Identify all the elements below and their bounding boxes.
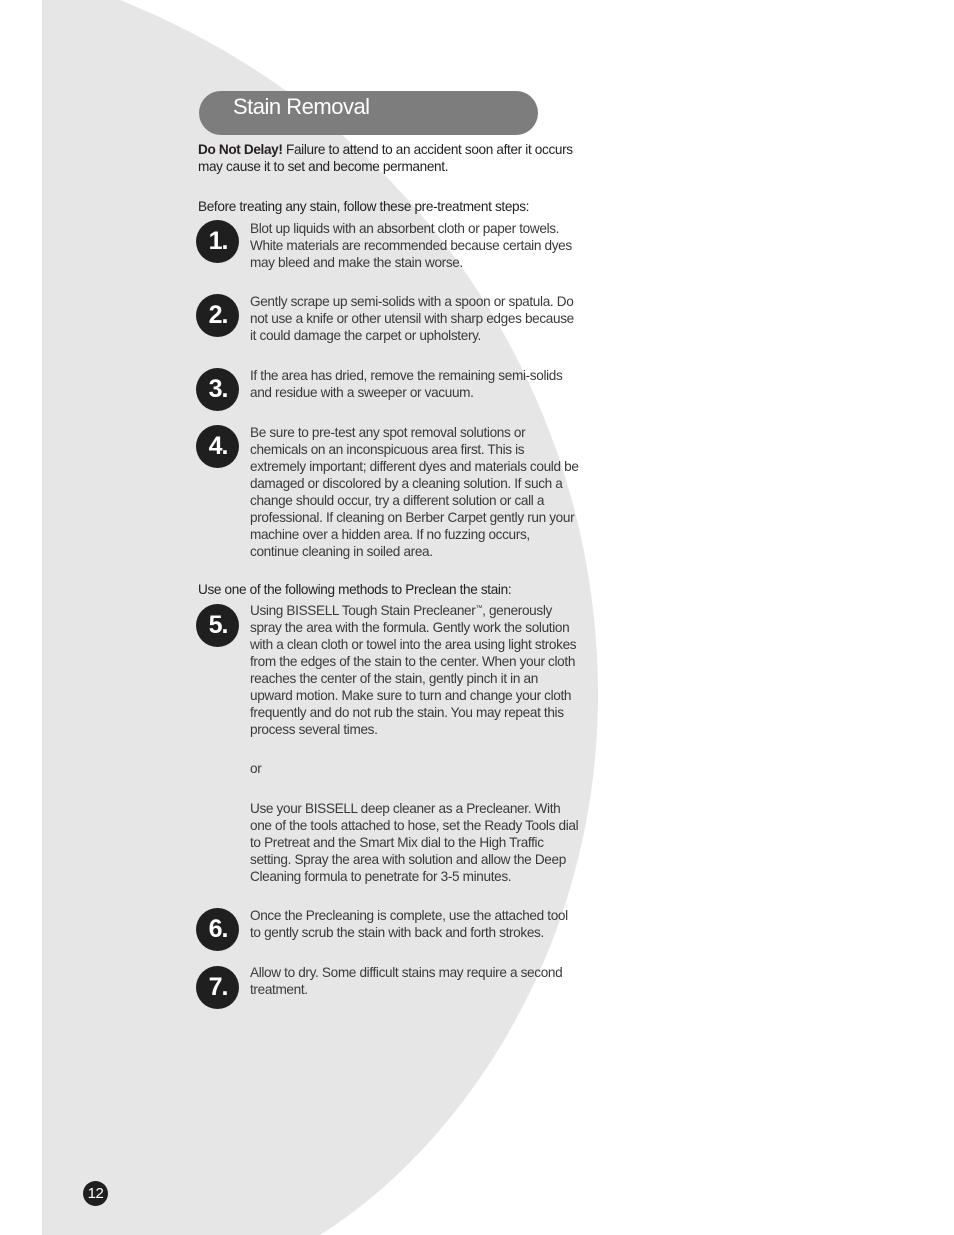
step-4-text: Be sure to pre-test any spot removal solutions or chemicals on an inconspicuous area first. This is extremely important; different dyes and materials could be damaged or discolored by a cleaning solution. If such a change should occur, try a different solution or call a professional. If cleaning on Berber Carpet gently run your machine over a hidden area. If no fuzzing occurs, continue cleaning in soiled area. — [250, 425, 579, 559]
or-separator: or — [250, 761, 262, 776]
alt-method-text: Use your BISSELL deep cleaner as a Precleaner. With one of the tools attached to hose, set the Ready Tools dial to Pretreat and the Smart Mix dial to the High Traffic setting. Spray the area with solution and allow the Deep Cleaning formula to penetrate for 3-5 minutes. — [250, 801, 579, 884]
step-5-text-b: , generously spray the area with the formula. Gently work the solution with a clean cloth or towel into the area using light strokes from the edges of the stain to the center. When your cloth reaches the center of the stain, gently pinch it in an upward motion. Make sure to turn and change your cloth frequently and do not rub the stain. You may repeat this process several times. — [250, 603, 577, 737]
step-6-badge: 6. — [196, 908, 239, 951]
step-1-badge: 1. — [196, 220, 239, 263]
step-3-badge: 3. — [196, 368, 239, 411]
step-7-badge: 7. — [196, 966, 239, 1009]
warning-bold: Do Not Delay! — [198, 142, 283, 157]
step-4-badge: 4. — [196, 425, 239, 468]
warning-paragraph — [198, 141, 583, 175]
step-5-text — [250, 602, 580, 738]
section-title-bar — [199, 91, 538, 135]
step-7-text: Allow to dry. Some difficult stains may require a second treatment. — [250, 965, 563, 997]
trademark-symbol: ™ — [475, 605, 483, 612]
page-number: 12 — [83, 1181, 108, 1206]
step-6-text: Once the Precleaning is complete, use the attached tool to gently scrub the stain with back and forth strokes. — [250, 908, 568, 940]
step-3-text: If the area has dried, remove the remaining semi-solids and residue with a sweeper or vacuum. — [250, 368, 563, 400]
step-1-text: Blot up liquids with an absorbent cloth or paper towels. White materials are recommended because certain dyes may bleed and make the stain worse. — [250, 221, 572, 270]
step-5-text-a: Using BISSELL Tough Stain Precleaner — [250, 603, 476, 618]
preclean-intro: Use one of the following methods to Preclean the stain: — [198, 582, 512, 597]
step-5-badge: 5. — [196, 604, 239, 647]
step-2-text: Gently scrape up semi-solids with a spoon or spatula. Do not use a knife or other utensil with sharp edges because it could damage the carpet or upholstery. — [250, 294, 574, 343]
section-title: Stain Removal — [233, 94, 370, 119]
warning-text: Failure to attend to an accident soon after it occurs may cause it to set and become permanent. — [198, 142, 573, 174]
step-2-badge: 2. — [196, 294, 239, 337]
pretreat-intro: Before treating any stain, follow these pre-treatment steps: — [198, 199, 530, 214]
